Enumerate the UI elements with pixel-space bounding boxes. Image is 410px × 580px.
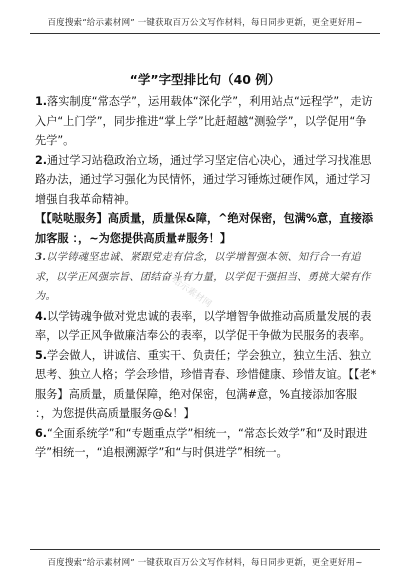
paragraph-2	[35, 151, 377, 210]
paragraph-text: 落实制度“常态学”，运用载体“深化学”，利用站点“远程学”，走访入户“上门学”，同步推进“掌上学”比赶超越“测验学”，以学促用“争先学”。	[35, 95, 373, 147]
paragraph-number: 3.	[35, 251, 47, 263]
paragraph-5	[35, 346, 377, 424]
paragraph-number: 1.	[35, 95, 48, 108]
paragraph-number: 6.	[35, 426, 48, 440]
paragraph-number: 5.	[35, 348, 48, 362]
paragraph-number: 4.	[35, 309, 48, 323]
footer-divider	[30, 549, 380, 550]
paragraph-6	[35, 424, 377, 463]
paragraph-1	[35, 92, 377, 151]
paragraph-4	[35, 307, 377, 346]
header-banner: 百度搜索“给示素材网” 一键获取百万公文写作材料，每日同步更新，更全更好用~	[47, 18, 363, 28]
paragraph-text: “全面系统学”和“专题重点学”相统一，“常态长效学”和“及时跟进学”相统一，“追根溯源学”和“与时俱进学”相统一。	[35, 426, 368, 459]
paragraph-text: 以学铸魂坚忠诚、紧跟党走有信念，以学增智强本领、知行合一有追求，以学正风强宗旨、团结奋斗有力量，以学促干强担当、勇挑大梁有作为。	[35, 252, 371, 302]
ad-notice-text: 【【哒哒服务】高质量，质量保&障，^绝对保密，包满%意，直接添加客服 ：，~为您提供高质量#服务！】	[35, 212, 373, 245]
paragraph-text: 学会做人，讲诚信、重实干、负责任；学会独立，独立生活、独立思考、独立人格；学会珍惜，珍惜青春、珍惜健康、珍惜友谊。【【老*服务】高质量，质量保障，绝对保密，包满#意，%直接添加客服 ：，为您提供高质量服务@&！】	[35, 348, 377, 420]
footer-banner: 百度搜索“给示素材网” 一键获取百万公文写作材料，每日同步更新，更全更好用~	[47, 558, 363, 568]
paragraph-number: 2.	[35, 153, 48, 167]
ad-notice-1	[35, 209, 377, 248]
document-body	[35, 92, 377, 463]
paragraph-text: 通过学习站稳政治立场，通过学习坚定信心决心，通过学习找准思路办法，通过学习强化为民情怀，通过学习锤炼过硬作风，通过学习增强自我革命精神。	[35, 153, 372, 206]
watermark: 给示素材网	[170, 275, 213, 310]
paragraph-text: 以学铸魂争做对党忠诚的表率，以学增智争做推动高质量发展的表率，以学正风争做廉洁奉公的表率，以学促干争做为民服务的表率。	[35, 309, 372, 342]
document-title: “学”字型排比句（40 例）	[129, 72, 281, 87]
paragraph-3	[35, 248, 377, 310]
header-divider	[30, 33, 380, 34]
